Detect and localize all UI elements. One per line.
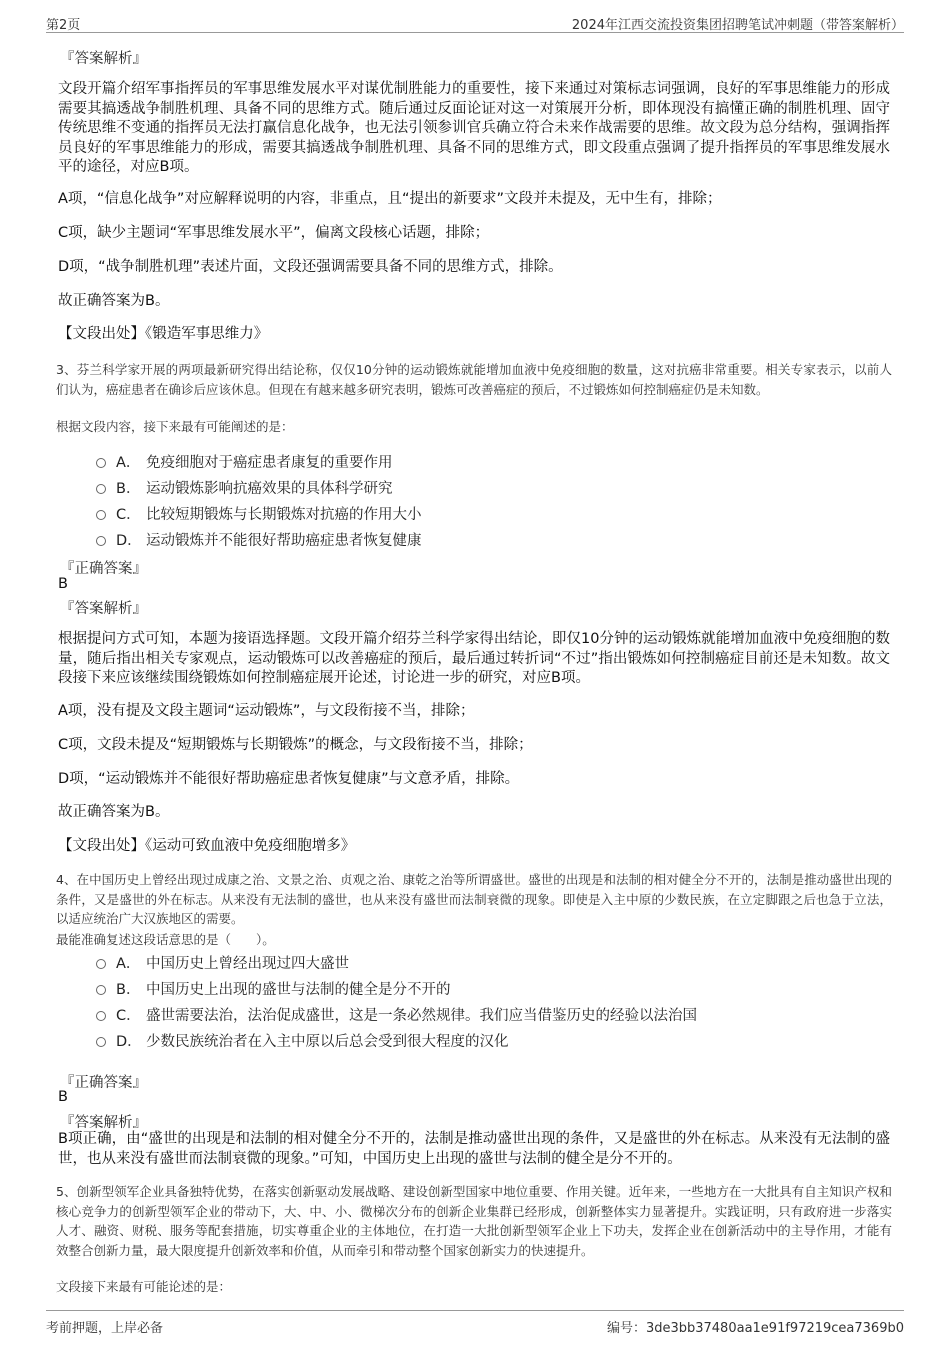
radio-icon[interactable] [96, 1011, 106, 1021]
document-title: 2024年江西交流投资集团招聘笔试冲刺题（带答案解析） [571, 18, 904, 33]
q5-question: 5、创新型领军企业具备独特优势，在落实创新驱动发展战略、建设创新型国家中地位重要、作用关键。近年来，一些地方在一大批具有自主知识产权和核心竞争力的创新型领军企业的带动下，大、中、小、微梯次分布的创新企业集群已经形成，创新整体实力显著提升。实践证明，只有政府进一步落实人才、融资、财税、服务等配套措施，切实尊重企业的主体地位，在打造一大批创新型领军企业上下功夫，发挥企业在创新活动中的主导作用，才能有效整合创新力量，最大限度提升创新效率和价值，从而牵引和带动整个国家创新实力的快速提升。 [56, 1184, 892, 1258]
page-header [46, 0, 904, 33]
footer-slogan: 考前押题，上岸必备 [46, 1321, 164, 1336]
q3-option-b[interactable]: B． 运动锻炼影响抗癌效果的具体科学研究 [96, 477, 393, 498]
q3-prompt: 根据文段内容，接下来最有可能阐述的是： [56, 419, 294, 434]
q3-option-d[interactable]: D． 运动锻炼并不能很好帮助癌症患者恢复健康 [96, 529, 422, 550]
q4-answer: B [58, 1089, 68, 1105]
q3-answer: B [58, 576, 68, 592]
radio-icon[interactable] [96, 510, 106, 520]
radio-icon[interactable] [96, 985, 106, 995]
q2-analysis-label: 『答案解析』 [60, 51, 147, 67]
radio-icon[interactable] [96, 959, 106, 969]
q3-analysis-text: 根据提问方式可知，本题为接语选择题。文段开篇介绍芬兰科学家得出结论，即仅10分钟的运动锻炼就能增加血液中免疫细胞的数量，随后指出相关专家观点，运动锻炼可以改善癌症的预后，最后通过转折词“不过”指出锻炼如何控制癌症目前还是未知数。故文段接下来应该继续围绕锻炼如何控制癌症展开论述，讨论进一步的研究，对应B项。 [58, 631, 890, 686]
q3-option-d-note: D项，“运动锻炼并不能很好帮助癌症患者恢复健康”与文意矛盾，排除。 [58, 771, 520, 787]
q4-option-d[interactable]: D． 少数民族统治者在入主中原以后总会受到很大程度的汉化 [96, 1030, 509, 1051]
q3-question: 3、芬兰科学家开展的两项最新研究得出结论称，仅仅10分钟的运动锻炼就能增加血液中免疫细胞的数量，这对抗癌非常重要。相关专家表示，以前人们认为，癌症患者在确诊后应该休息。但现在有越来越多研究表明，锻炼可改善癌症的预后，不过锻炼如何控制癌症仍是未知数。 [56, 362, 892, 397]
q2-source: 【文段出处】《锻造军事思维力》 [58, 326, 269, 342]
page-number: 第2页 [46, 18, 81, 33]
q3-option-c[interactable]: C． 比较短期锻炼与长期锻炼对抗癌的作用大小 [96, 503, 422, 524]
q2-option-d-note: D项，“战争制胜机理”表述片面，文段还强调需要具备不同的思维方式，排除。 [58, 259, 563, 275]
q4-analysis-text: B项正确，由“盛世的出现是和法制的相对健全分不开的，法制是推动盛世出现的条件，又是盛世的外在标志。从来没有无法制的盛世，也从来没有盛世而法制衰微的现象。”可知，中国历史上出现的盛世与法制的健全是分不开的。 [58, 1131, 890, 1167]
q4-option-a[interactable]: A． 中国历史上曾经出现过四大盛世 [96, 952, 349, 973]
q3-option-c-note: C项，文段未提及“短期锻炼与长期锻炼”的概念，与文段衔接不当，排除； [58, 737, 533, 753]
q4-option-c[interactable]: C． 盛世需要法治，法治促成盛世，这是一条必然规律。我们应当借鉴历史的经验以法治国 [96, 1004, 697, 1025]
radio-icon[interactable] [96, 458, 106, 468]
q2-option-c-note: C项，缺少主题词“军事思维发展水平”，偏离文段核心话题，排除； [58, 225, 490, 241]
q2-analysis-text: 文段开篇介绍军事指挥员的军事思维发展水平对谋优制胜能力的重要性，接下来通过对策标志词强调，良好的军事思维能力的形成需要其搞透战争制胜机理、具备不同的思维方式。随后通过反面论证对这一对策展开分析，即体现没有搞懂正确的制胜机理、固守传统思维不变通的指挥员无法打赢信息化战争，也无法引领参训官兵确立符合未来作战需要的思维。故文段为总分结构，强调指挥员良好的军事思维能力的形成，需要其搞透战争制胜机理、具备不同的思维方式，即文段重点强调了提升指挥员的军事思维发展水平的途径，对应B项。 [58, 81, 890, 175]
q2-option-a-note: A项，“信息化战争”对应解释说明的内容，非重点，且“提出的新要求”文段并未提及，无中生有，排除； [58, 191, 722, 207]
q5-prompt: 文段接下来最有可能论述的是： [56, 1279, 232, 1294]
q3-option-a[interactable]: A． 免疫细胞对于癌症患者康复的重要作用 [96, 451, 393, 472]
q4-analysis-label: 『答案解析』 [60, 1115, 147, 1131]
q4-option-b[interactable]: B． 中国历史上出现的盛世与法制的健全是分不开的 [96, 978, 451, 999]
q3-correct-label: 『正确答案』 [60, 561, 147, 577]
radio-icon[interactable] [96, 484, 106, 494]
radio-icon[interactable] [96, 536, 106, 546]
q3-option-a-note: A项，没有提及文段主题词“运动锻炼”，与文段衔接不当，排除； [58, 703, 475, 719]
q4-correct-label: 『正确答案』 [60, 1075, 147, 1091]
document-code: 编号：3de3bb37480aa1e91f97219cea7369b0 [606, 1321, 904, 1336]
q3-source: 【文段出处】《运动可致血液中免疫细胞增多》 [58, 838, 356, 854]
q2-conclusion: 故正确答案为B。 [58, 293, 170, 309]
q4-question: 4、在中国历史上曾经出现过成康之治、文景之治、贞观之治、康乾之治等所谓盛世。盛世的出现是和法制的相对健全分不开的，法制是推动盛世出现的条件，又是盛世的外在标志。从来没有无法制的盛世，也从来没有盛世而法制衰微的现象。即使是入主中原的少数民族，在立定脚跟之后也急于立法，以适应统治广大汉族地区的需要。 [56, 872, 892, 926]
q3-conclusion: 故正确答案为B。 [58, 804, 170, 820]
page-footer [46, 1310, 904, 1341]
q3-analysis-label: 『答案解析』 [60, 601, 147, 617]
q4-prompt: 最能准确复述这段话意思的是（ ）。 [56, 932, 275, 947]
radio-icon[interactable] [96, 1037, 106, 1047]
